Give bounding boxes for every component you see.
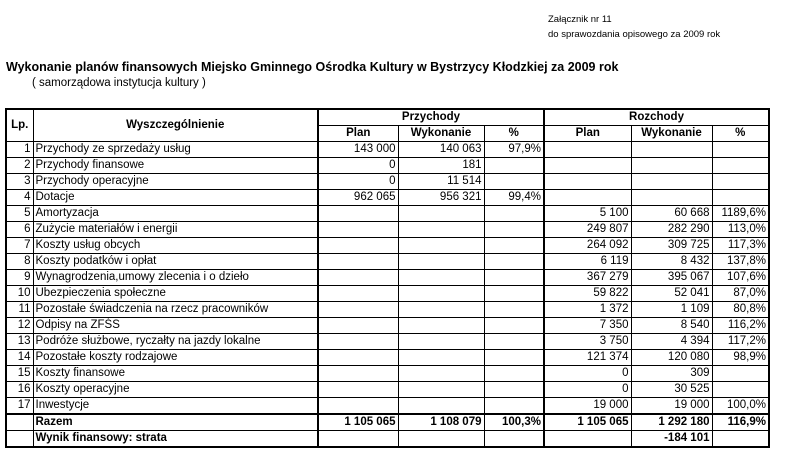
annex-note <box>548 12 720 42</box>
row-income-plan <box>318 222 398 238</box>
row-lp: 17 <box>6 398 33 415</box>
row-income-exec <box>398 334 484 350</box>
header-expense: Rozchody <box>544 109 769 126</box>
table-row <box>6 382 769 398</box>
row-income-plan <box>318 286 398 302</box>
row-expense-exec: 60 668 <box>631 206 712 222</box>
header-description: Wyszczególnienie <box>33 109 318 142</box>
row-income-exec: 140 063 <box>398 142 484 158</box>
table-row <box>6 334 769 350</box>
row-expense-plan: 19 000 <box>544 398 631 415</box>
row-expense-exec: 8 540 <box>631 318 712 334</box>
total-income-plan: 1 105 065 <box>318 414 398 431</box>
row-description: Przychody ze sprzedaży usług <box>33 142 318 158</box>
total-row <box>6 414 769 431</box>
result-row <box>6 431 769 448</box>
table-row <box>6 142 769 158</box>
row-income-plan <box>318 350 398 366</box>
table-row <box>6 318 769 334</box>
row-description: Koszty finansowe <box>33 366 318 382</box>
row-income-plan <box>318 270 398 286</box>
row-lp: 11 <box>6 302 33 318</box>
row-income-pct: 97,9% <box>484 142 544 158</box>
row-expense-exec: 309 <box>631 366 712 382</box>
row-lp: 13 <box>6 334 33 350</box>
row-lp: 10 <box>6 286 33 302</box>
annex-line-2: do sprawozdania opisowego za 2009 rok <box>548 29 721 40</box>
row-expense-exec <box>631 174 712 190</box>
table-row <box>6 270 769 286</box>
row-income-plan <box>318 254 398 270</box>
row-description: Koszty operacyjne <box>33 382 318 398</box>
financial-table <box>5 108 770 448</box>
table-row <box>6 302 769 318</box>
table-body <box>6 142 769 415</box>
row-income-plan <box>318 318 398 334</box>
row-income-pct <box>484 334 544 350</box>
row-expense-exec: 309 725 <box>631 238 712 254</box>
row-lp: 1 <box>6 142 33 158</box>
row-expense-plan: 3 750 <box>544 334 631 350</box>
total-lp-cell <box>6 414 33 431</box>
row-income-pct <box>484 158 544 174</box>
row-income-pct <box>484 318 544 334</box>
row-expense-pct <box>712 158 769 174</box>
row-expense-pct: 100,0% <box>712 398 769 415</box>
row-expense-exec: 282 290 <box>631 222 712 238</box>
table-row <box>6 222 769 238</box>
row-expense-exec: 4 394 <box>631 334 712 350</box>
table-row <box>6 254 769 270</box>
row-expense-plan: 249 807 <box>544 222 631 238</box>
header-expense-exec: Wykonanie <box>631 126 712 142</box>
row-lp: 15 <box>6 366 33 382</box>
row-income-pct <box>484 238 544 254</box>
row-income-pct <box>484 254 544 270</box>
row-income-exec <box>398 254 484 270</box>
row-expense-plan: 1 372 <box>544 302 631 318</box>
row-expense-exec <box>631 142 712 158</box>
row-expense-plan: 59 822 <box>544 286 631 302</box>
row-income-plan <box>318 206 398 222</box>
row-income-plan: 0 <box>318 158 398 174</box>
row-description: Wynagrodzenia,umowy zlecenia i o dzieło <box>33 270 318 286</box>
total-expense-exec: 1 292 180 <box>631 414 712 431</box>
row-income-plan <box>318 398 398 415</box>
row-lp: 3 <box>6 174 33 190</box>
row-description: Amortyzacja <box>33 206 318 222</box>
row-income-pct <box>484 270 544 286</box>
row-income-exec: 181 <box>398 158 484 174</box>
table-row <box>6 350 769 366</box>
row-expense-pct <box>712 174 769 190</box>
document-title: Wykonanie planów finansowych Miejsko Gminnego Ośrodka Kultury w Bystrzycy Kłodzkiej za 2009 rok <box>6 60 619 74</box>
row-expense-exec: 395 067 <box>631 270 712 286</box>
row-income-pct <box>484 382 544 398</box>
row-expense-pct <box>712 142 769 158</box>
row-income-exec <box>398 270 484 286</box>
table-row <box>6 286 769 302</box>
row-income-pct <box>484 174 544 190</box>
row-description: Pozostałe świadczenia na rzecz pracowników <box>33 302 318 318</box>
row-lp: 4 <box>6 190 33 206</box>
row-income-exec: 11 514 <box>398 174 484 190</box>
row-income-pct <box>484 302 544 318</box>
row-expense-exec: 1 109 <box>631 302 712 318</box>
header-income: Przychody <box>318 109 544 126</box>
annex-line-1: Załącznik nr 11 <box>548 14 612 25</box>
total-label: Razem <box>33 414 318 431</box>
row-income-exec <box>398 382 484 398</box>
row-income-exec <box>398 318 484 334</box>
row-expense-plan <box>544 142 631 158</box>
table-row <box>6 238 769 254</box>
table-row <box>6 366 769 382</box>
row-description: Przychody operacyjne <box>33 174 318 190</box>
result-lp-cell <box>6 431 33 448</box>
row-income-pct <box>484 366 544 382</box>
row-income-exec <box>398 350 484 366</box>
row-lp: 7 <box>6 238 33 254</box>
row-expense-exec: 120 080 <box>631 350 712 366</box>
row-description: Ubezpieczenia społeczne <box>33 286 318 302</box>
row-expense-pct: 117,3% <box>712 238 769 254</box>
row-description: Zużycie materiałów i energii <box>33 222 318 238</box>
row-income-pct <box>484 286 544 302</box>
row-income-pct <box>484 398 544 415</box>
row-lp: 9 <box>6 270 33 286</box>
row-expense-exec: 19 000 <box>631 398 712 415</box>
header-expense-pct: % <box>712 126 769 142</box>
header-lp: Lp. <box>6 109 33 142</box>
row-expense-plan: 121 374 <box>544 350 631 366</box>
row-expense-plan: 6 119 <box>544 254 631 270</box>
row-expense-exec: 8 432 <box>631 254 712 270</box>
row-income-plan <box>318 302 398 318</box>
row-income-exec <box>398 366 484 382</box>
result-income-plan <box>318 431 398 448</box>
result-label: Wynik finansowy: strata <box>33 431 318 448</box>
result-expense-pct <box>712 431 769 448</box>
result-income-exec <box>398 431 484 448</box>
row-expense-pct: 137,8% <box>712 254 769 270</box>
row-expense-plan: 0 <box>544 382 631 398</box>
row-expense-pct: 116,2% <box>712 318 769 334</box>
row-income-plan: 962 065 <box>318 190 398 206</box>
row-expense-pct: 113,0% <box>712 222 769 238</box>
row-income-plan: 0 <box>318 174 398 190</box>
row-lp: 16 <box>6 382 33 398</box>
row-description: Przychody finansowe <box>33 158 318 174</box>
row-lp: 2 <box>6 158 33 174</box>
table-row <box>6 174 769 190</box>
row-income-exec: 956 321 <box>398 190 484 206</box>
table-row <box>6 190 769 206</box>
row-expense-exec: 30 525 <box>631 382 712 398</box>
row-expense-exec: 52 041 <box>631 286 712 302</box>
row-expense-plan: 7 350 <box>544 318 631 334</box>
result-income-pct <box>484 431 544 448</box>
row-lp: 5 <box>6 206 33 222</box>
row-description: Inwestycje <box>33 398 318 415</box>
row-income-plan <box>318 334 398 350</box>
row-income-pct <box>484 350 544 366</box>
row-expense-plan: 264 092 <box>544 238 631 254</box>
row-expense-pct <box>712 190 769 206</box>
row-income-pct <box>484 222 544 238</box>
row-income-plan <box>318 238 398 254</box>
row-income-exec <box>398 302 484 318</box>
result-value: -184 101 <box>631 431 712 448</box>
row-income-exec <box>398 286 484 302</box>
header-income-exec: Wykonanie <box>398 126 484 142</box>
row-expense-plan <box>544 174 631 190</box>
header-income-pct: % <box>484 126 544 142</box>
row-income-exec <box>398 206 484 222</box>
row-description: Koszty podatków i opłat <box>33 254 318 270</box>
row-expense-plan: 0 <box>544 366 631 382</box>
row-expense-pct: 117,2% <box>712 334 769 350</box>
header-expense-plan: Plan <box>544 126 631 142</box>
row-income-exec <box>398 398 484 415</box>
total-expense-pct: 116,9% <box>712 414 769 431</box>
row-description: Pozostałe koszty rodzajowe <box>33 350 318 366</box>
row-description: Podróże służbowe, ryczałty na jazdy lokalne <box>33 334 318 350</box>
row-income-exec <box>398 238 484 254</box>
row-income-plan <box>318 366 398 382</box>
result-expense-plan <box>544 431 631 448</box>
row-description: Odpisy na ZFŚS <box>33 318 318 334</box>
row-expense-pct: 80,8% <box>712 302 769 318</box>
total-income-pct: 100,3% <box>484 414 544 431</box>
row-lp: 12 <box>6 318 33 334</box>
row-income-plan: 143 000 <box>318 142 398 158</box>
row-description: Dotacje <box>33 190 318 206</box>
row-income-exec <box>398 222 484 238</box>
row-expense-pct: 87,0% <box>712 286 769 302</box>
row-expense-exec <box>631 158 712 174</box>
row-expense-plan <box>544 158 631 174</box>
row-lp: 6 <box>6 222 33 238</box>
row-income-pct: 99,4% <box>484 190 544 206</box>
table-row <box>6 398 769 415</box>
document-subtitle: ( samorządowa instytucja kultury ) <box>32 77 206 89</box>
row-income-pct <box>484 206 544 222</box>
row-expense-plan: 367 279 <box>544 270 631 286</box>
table-row <box>6 158 769 174</box>
row-expense-plan: 5 100 <box>544 206 631 222</box>
total-expense-plan: 1 105 065 <box>544 414 631 431</box>
total-income-exec: 1 108 079 <box>398 414 484 431</box>
row-expense-pct <box>712 366 769 382</box>
row-lp: 14 <box>6 350 33 366</box>
table-row <box>6 206 769 222</box>
row-income-plan <box>318 382 398 398</box>
row-description: Koszty usług obcych <box>33 238 318 254</box>
row-expense-pct <box>712 382 769 398</box>
row-lp: 8 <box>6 254 33 270</box>
header-income-plan: Plan <box>318 126 398 142</box>
row-expense-exec <box>631 190 712 206</box>
row-expense-pct: 98,9% <box>712 350 769 366</box>
row-expense-plan <box>544 190 631 206</box>
row-expense-pct: 1189,6% <box>712 206 769 222</box>
row-expense-pct: 107,6% <box>712 270 769 286</box>
